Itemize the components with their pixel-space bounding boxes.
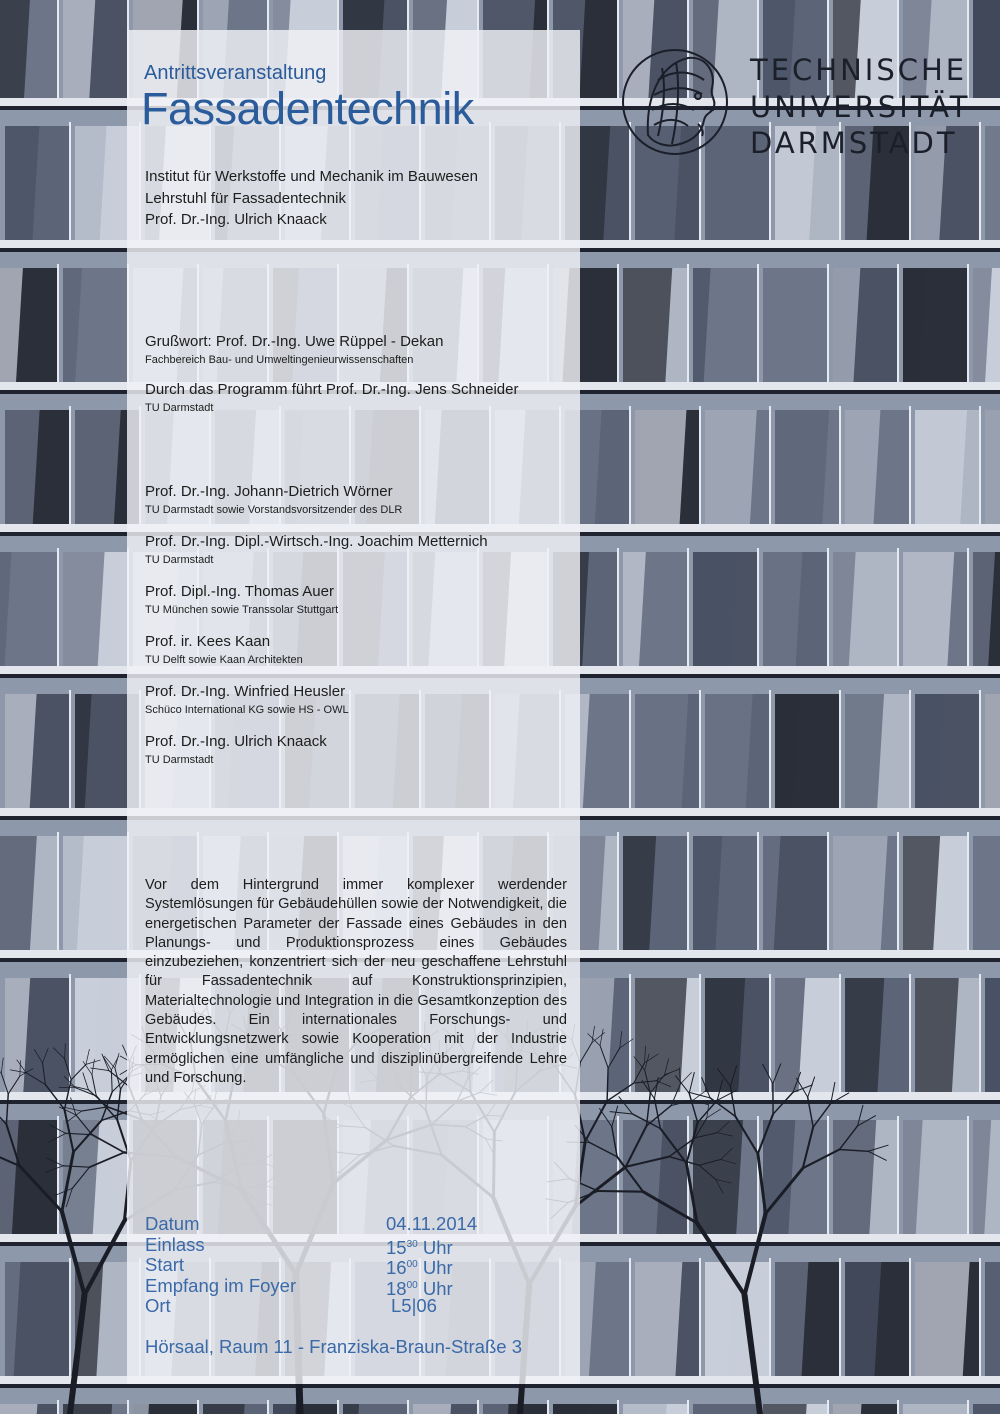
admission-minutes: 30 [406, 1238, 418, 1250]
institute-name: Institut für Werkstoffe und Mechanik im Bauwesen [145, 168, 478, 185]
reception-hour: 18 [386, 1277, 407, 1299]
speaker-affiliation: TU München sowie Transsolar Stuttgart [145, 604, 339, 616]
speaker-item [145, 582, 488, 617]
admission-label: Einlass [145, 1233, 205, 1255]
reception-row [145, 1276, 565, 1297]
date-label: Datum [145, 1213, 200, 1234]
date-value: 04.11.2014 [386, 1213, 478, 1234]
speaker-name: Prof. Dr.-Ing. Winfried Heusler [145, 683, 346, 700]
university-name-line-1: TECHNISCHE [750, 53, 968, 87]
university-name-line-2: UNIVERSITÄT [750, 90, 971, 124]
speaker-name: Prof. Dr.-Ing. Johann-Dietrich Wörner [145, 483, 393, 500]
description-paragraph: Vor dem Hintergrund immer komplexer werdender Systemlösungen für Gebäudehüllen sowie der Notwendigkeit, die energetischen Parameter der Fassade eines Gebäudes in den Planungs- und Produktionsprozess eines Gebäudes einzubeziehen, konzentriert sich der neu geschaffene Lehrstuhl für Fassadentechnik auf Konstruktionsprinzipien, Materialtechnologie und Integration in die Gesamtkonzeption des Gebäudes. Ein internationales Forschungs- und Entwicklungsnetzwerk sowie Kooperation mit der Industrie ermöglichen eine umfängliche und disziplinübergreifende Lehre und Forschung. [145, 877, 567, 1086]
speaker-affiliation: TU Darmstadt sowie Vorstandsvorsitzender des DLR [145, 504, 403, 516]
greeting-title: Grußwort: Prof. Dr.-Ing. Uwe Rüppel - Dekan [145, 333, 444, 350]
location-row [145, 1296, 565, 1317]
athena-seal-icon [618, 40, 733, 165]
admission-hour: 15 [386, 1236, 407, 1258]
speaker-affiliation: Schüco International KG sowie HS - OWL [145, 704, 349, 716]
start-unit: Uhr [422, 1257, 453, 1278]
start-label: Start [145, 1254, 185, 1275]
speaker-list [145, 482, 488, 782]
start-hour: 16 [386, 1257, 407, 1278]
start-minutes: 00 [406, 1259, 418, 1270]
moderation-block [145, 380, 518, 415]
institute-block [145, 166, 478, 231]
admission-row [145, 1235, 565, 1256]
start-row [145, 1255, 565, 1276]
speaker-item [145, 482, 488, 517]
greeting-subtitle: Fachbereich Bau- und Umweltingenieurwissenschaften [145, 354, 414, 366]
date-row [145, 1214, 565, 1235]
location-value: L5|06 [391, 1295, 437, 1316]
speaker-name: Prof. Dr.-Ing. Dipl.-Wirtsch.-Ing. Joachim Metternich [145, 533, 488, 550]
moderation-subtitle: TU Darmstadt [145, 402, 214, 414]
speaker-name: Prof. ir. Kees Kaan [145, 633, 271, 650]
venue-address: Hörsaal, Raum 11 - Franziska-Braun-Straße 3 [145, 1336, 522, 1357]
speaker-affiliation: TU Darmstadt [145, 754, 214, 766]
chair-holder: Prof. Dr.-Ing. Ulrich Knaack [145, 211, 327, 228]
speaker-item [145, 632, 488, 667]
event-details [145, 1214, 565, 1317]
university-name-line-3: DARMSTADT [750, 126, 958, 160]
event-subtitle: Antrittsveranstaltung [144, 62, 327, 84]
greeting-block [145, 332, 443, 367]
chair-name: Lehrstuhl für Fassadentechnik [145, 189, 346, 207]
university-logo [618, 40, 971, 170]
location-label: Ort [145, 1295, 171, 1316]
page-title: Fassadentechnik [141, 83, 474, 134]
speaker-name: Prof. Dipl.-Ing. Thomas Auer [145, 583, 334, 600]
reception-label: Empfang im Foyer [145, 1274, 297, 1296]
reception-minutes: 00 [406, 1279, 418, 1291]
moderation-title: Durch das Programm führt Prof. Dr.-Ing. Jens Schneider [145, 381, 519, 398]
speaker-item [145, 532, 488, 567]
speaker-affiliation: TU Darmstadt [145, 554, 214, 566]
speaker-item [145, 732, 488, 767]
reception-unit: Uhr [422, 1277, 453, 1299]
admission-unit: Uhr [422, 1236, 453, 1258]
speaker-name: Prof. Dr.-Ing. Ulrich Knaack [145, 733, 327, 750]
speaker-item [145, 682, 488, 717]
speaker-affiliation: TU Delft sowie Kaan Architekten [145, 654, 303, 666]
